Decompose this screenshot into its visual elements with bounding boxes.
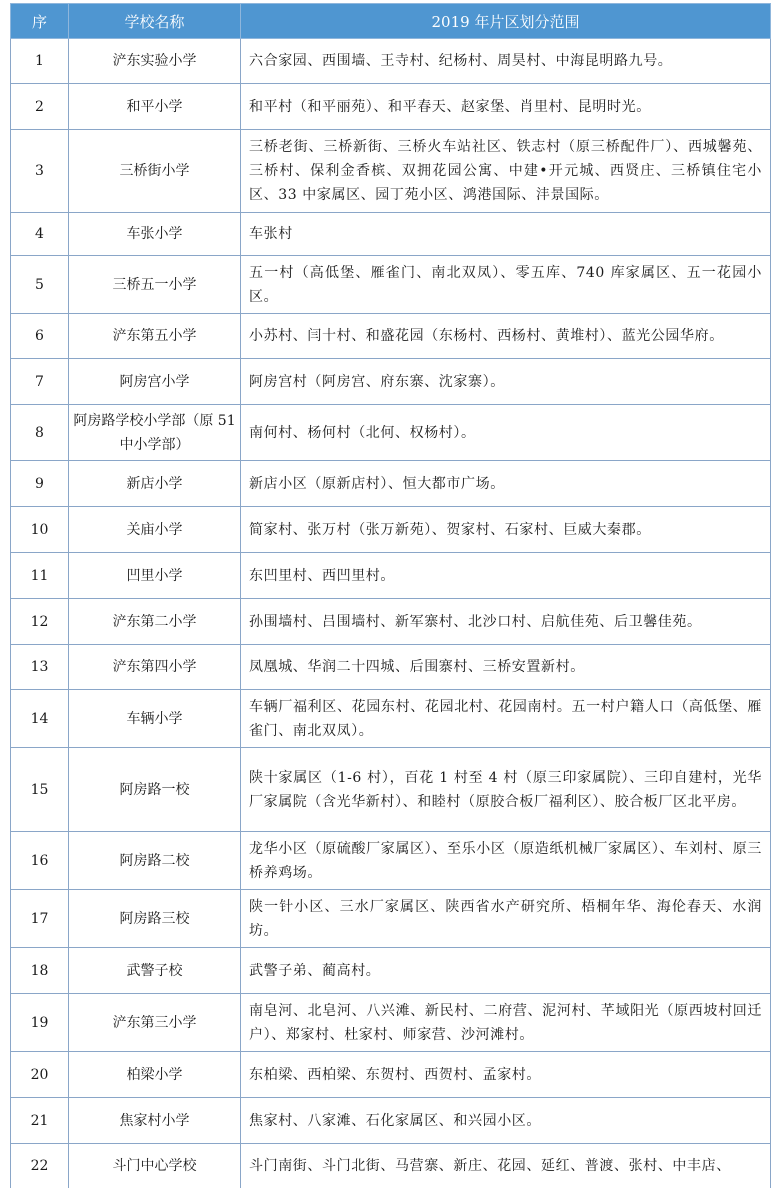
row-index: 14 <box>11 690 69 748</box>
row-index: 6 <box>11 314 69 359</box>
row-index: 22 <box>11 1144 69 1188</box>
row-district-range: 斗门南街、斗门北街、马营寨、新庄、花园、延红、普渡、张村、中丰店、 <box>241 1144 771 1188</box>
row-district-range: 新店小区（原新店村）、恒大都市广场。 <box>241 461 771 507</box>
header-index: 序 <box>11 4 69 39</box>
row-district-range: 东柏梁、西柏梁、东贺村、西贺村、孟家村。 <box>241 1052 771 1098</box>
row-index: 16 <box>11 832 69 890</box>
table-row <box>11 359 771 405</box>
row-index: 13 <box>11 645 69 690</box>
row-index: 15 <box>11 748 69 832</box>
row-index: 8 <box>11 405 69 461</box>
row-school-name: 阿房路学校小学部（原 51 中小学部） <box>69 405 241 461</box>
row-district-range: 三桥老街、三桥新街、三桥火车站社区、铁志村（原三桥配件厂）、西城馨苑、三桥村、保利金香槟、双拥花园公寓、中建•开元城、西贤庄、三桥镇住宅小区、33 中家属区、园丁苑小区、鸿港国际、沣景国际。 <box>241 130 771 213</box>
table-row <box>11 832 771 890</box>
row-school-name: 浐东第三小学 <box>69 994 241 1052</box>
row-school-name: 浐东第四小学 <box>69 645 241 690</box>
table-row <box>11 890 771 948</box>
row-school-name: 浐东第五小学 <box>69 314 241 359</box>
school-district-table-container <box>10 3 770 1188</box>
table-row <box>11 690 771 748</box>
row-school-name: 武警子校 <box>69 948 241 994</box>
row-district-range: 南何村、杨何村（北何、权杨村）。 <box>241 405 771 461</box>
row-district-range: 车辆厂福利区、花园东村、花园北村、花园南村。五一村户籍人口（高低堡、雁雀门、南北双凤）。 <box>241 690 771 748</box>
row-school-name: 新店小学 <box>69 461 241 507</box>
table-row <box>11 461 771 507</box>
row-school-name: 三桥五一小学 <box>69 256 241 314</box>
row-school-name: 浐东第二小学 <box>69 599 241 645</box>
row-school-name: 焦家村小学 <box>69 1098 241 1144</box>
row-school-name: 阿房路三校 <box>69 890 241 948</box>
row-index: 7 <box>11 359 69 405</box>
table-row <box>11 256 771 314</box>
row-index: 21 <box>11 1098 69 1144</box>
header-school-name: 学校名称 <box>69 4 241 39</box>
row-school-name: 浐东实验小学 <box>69 39 241 84</box>
row-district-range: 焦家村、八家滩、石化家属区、和兴园小区。 <box>241 1098 771 1144</box>
row-index: 19 <box>11 994 69 1052</box>
row-index: 17 <box>11 890 69 948</box>
table-row <box>11 507 771 553</box>
row-district-range: 简家村、张万村（张万新苑）、贺家村、石家村、巨威大秦郡。 <box>241 507 771 553</box>
row-district-range: 武警子弟、蔺高村。 <box>241 948 771 994</box>
table-row <box>11 213 771 256</box>
table-row <box>11 994 771 1052</box>
table-row <box>11 599 771 645</box>
table-row <box>11 1052 771 1098</box>
row-district-range: 阿房宫村（阿房宫、府东寨、沈家寨）。 <box>241 359 771 405</box>
row-district-range: 五一村（高低堡、雁雀门、南北双凤）、零五库、740 库家属区、五一花园小区。 <box>241 256 771 314</box>
row-index: 3 <box>11 130 69 213</box>
header-district-range: 2019 年片区划分范围 <box>241 4 771 39</box>
table-row <box>11 130 771 213</box>
row-school-name: 车张小学 <box>69 213 241 256</box>
table-row <box>11 948 771 994</box>
table-row <box>11 84 771 130</box>
row-school-name: 斗门中心学校 <box>69 1144 241 1188</box>
school-district-table <box>10 3 771 1188</box>
row-index: 2 <box>11 84 69 130</box>
row-index: 11 <box>11 553 69 599</box>
row-district-range: 孙围墙村、吕围墙村、新军寨村、北沙口村、启航佳苑、后卫馨佳苑。 <box>241 599 771 645</box>
table-row <box>11 553 771 599</box>
table-header-row <box>11 4 771 39</box>
table-row <box>11 39 771 84</box>
table-row <box>11 645 771 690</box>
row-district-range: 和平村（和平丽苑）、和平春天、赵家堡、肖里村、昆明时光。 <box>241 84 771 130</box>
row-school-name: 和平小学 <box>69 84 241 130</box>
table-row <box>11 314 771 359</box>
row-index: 4 <box>11 213 69 256</box>
row-district-range: 龙华小区（原硫酸厂家属区）、至乐小区（原造纸机械厂家属区）、车刘村、原三桥养鸡场。 <box>241 832 771 890</box>
row-index: 5 <box>11 256 69 314</box>
table-row <box>11 748 771 832</box>
row-index: 9 <box>11 461 69 507</box>
row-school-name: 阿房宫小学 <box>69 359 241 405</box>
row-school-name: 阿房路一校 <box>69 748 241 832</box>
table-row <box>11 1144 771 1188</box>
row-school-name: 阿房路二校 <box>69 832 241 890</box>
row-index: 20 <box>11 1052 69 1098</box>
row-district-range: 凤凰城、华润二十四城、后围寨村、三桥安置新村。 <box>241 645 771 690</box>
row-school-name: 车辆小学 <box>69 690 241 748</box>
row-index: 12 <box>11 599 69 645</box>
row-index: 18 <box>11 948 69 994</box>
table-row <box>11 1098 771 1144</box>
row-district-range: 东凹里村、西凹里村。 <box>241 553 771 599</box>
row-district-range: 南皂河、北皂河、八兴滩、新民村、二府营、泥河村、芊域阳光（原西坡村回迁户）、郑家村、杜家村、师家营、沙河滩村。 <box>241 994 771 1052</box>
row-school-name: 三桥街小学 <box>69 130 241 213</box>
row-index: 10 <box>11 507 69 553</box>
row-district-range: 陕一针小区、三水厂家属区、陕西省水产研究所、梧桐年华、海伦春天、水润坊。 <box>241 890 771 948</box>
row-school-name: 凹里小学 <box>69 553 241 599</box>
row-district-range: 六合家园、西围墙、王寺村、纪杨村、周昊村、中海昆明路九号。 <box>241 39 771 84</box>
row-district-range: 陕十家属区（1-6 村），百花 1 村至 4 村（原三印家属院）、三印自建村，光华厂家属院（含光华新村）、和睦村（原胶合板厂福利区）、胶合板厂区北平房。 <box>241 748 771 832</box>
row-district-range: 车张村 <box>241 213 771 256</box>
row-index: 1 <box>11 39 69 84</box>
row-school-name: 关庙小学 <box>69 507 241 553</box>
row-district-range: 小苏村、闫十村、和盛花园（东杨村、西杨村、黄堆村）、蓝光公园华府。 <box>241 314 771 359</box>
row-school-name: 柏梁小学 <box>69 1052 241 1098</box>
table-row <box>11 405 771 461</box>
